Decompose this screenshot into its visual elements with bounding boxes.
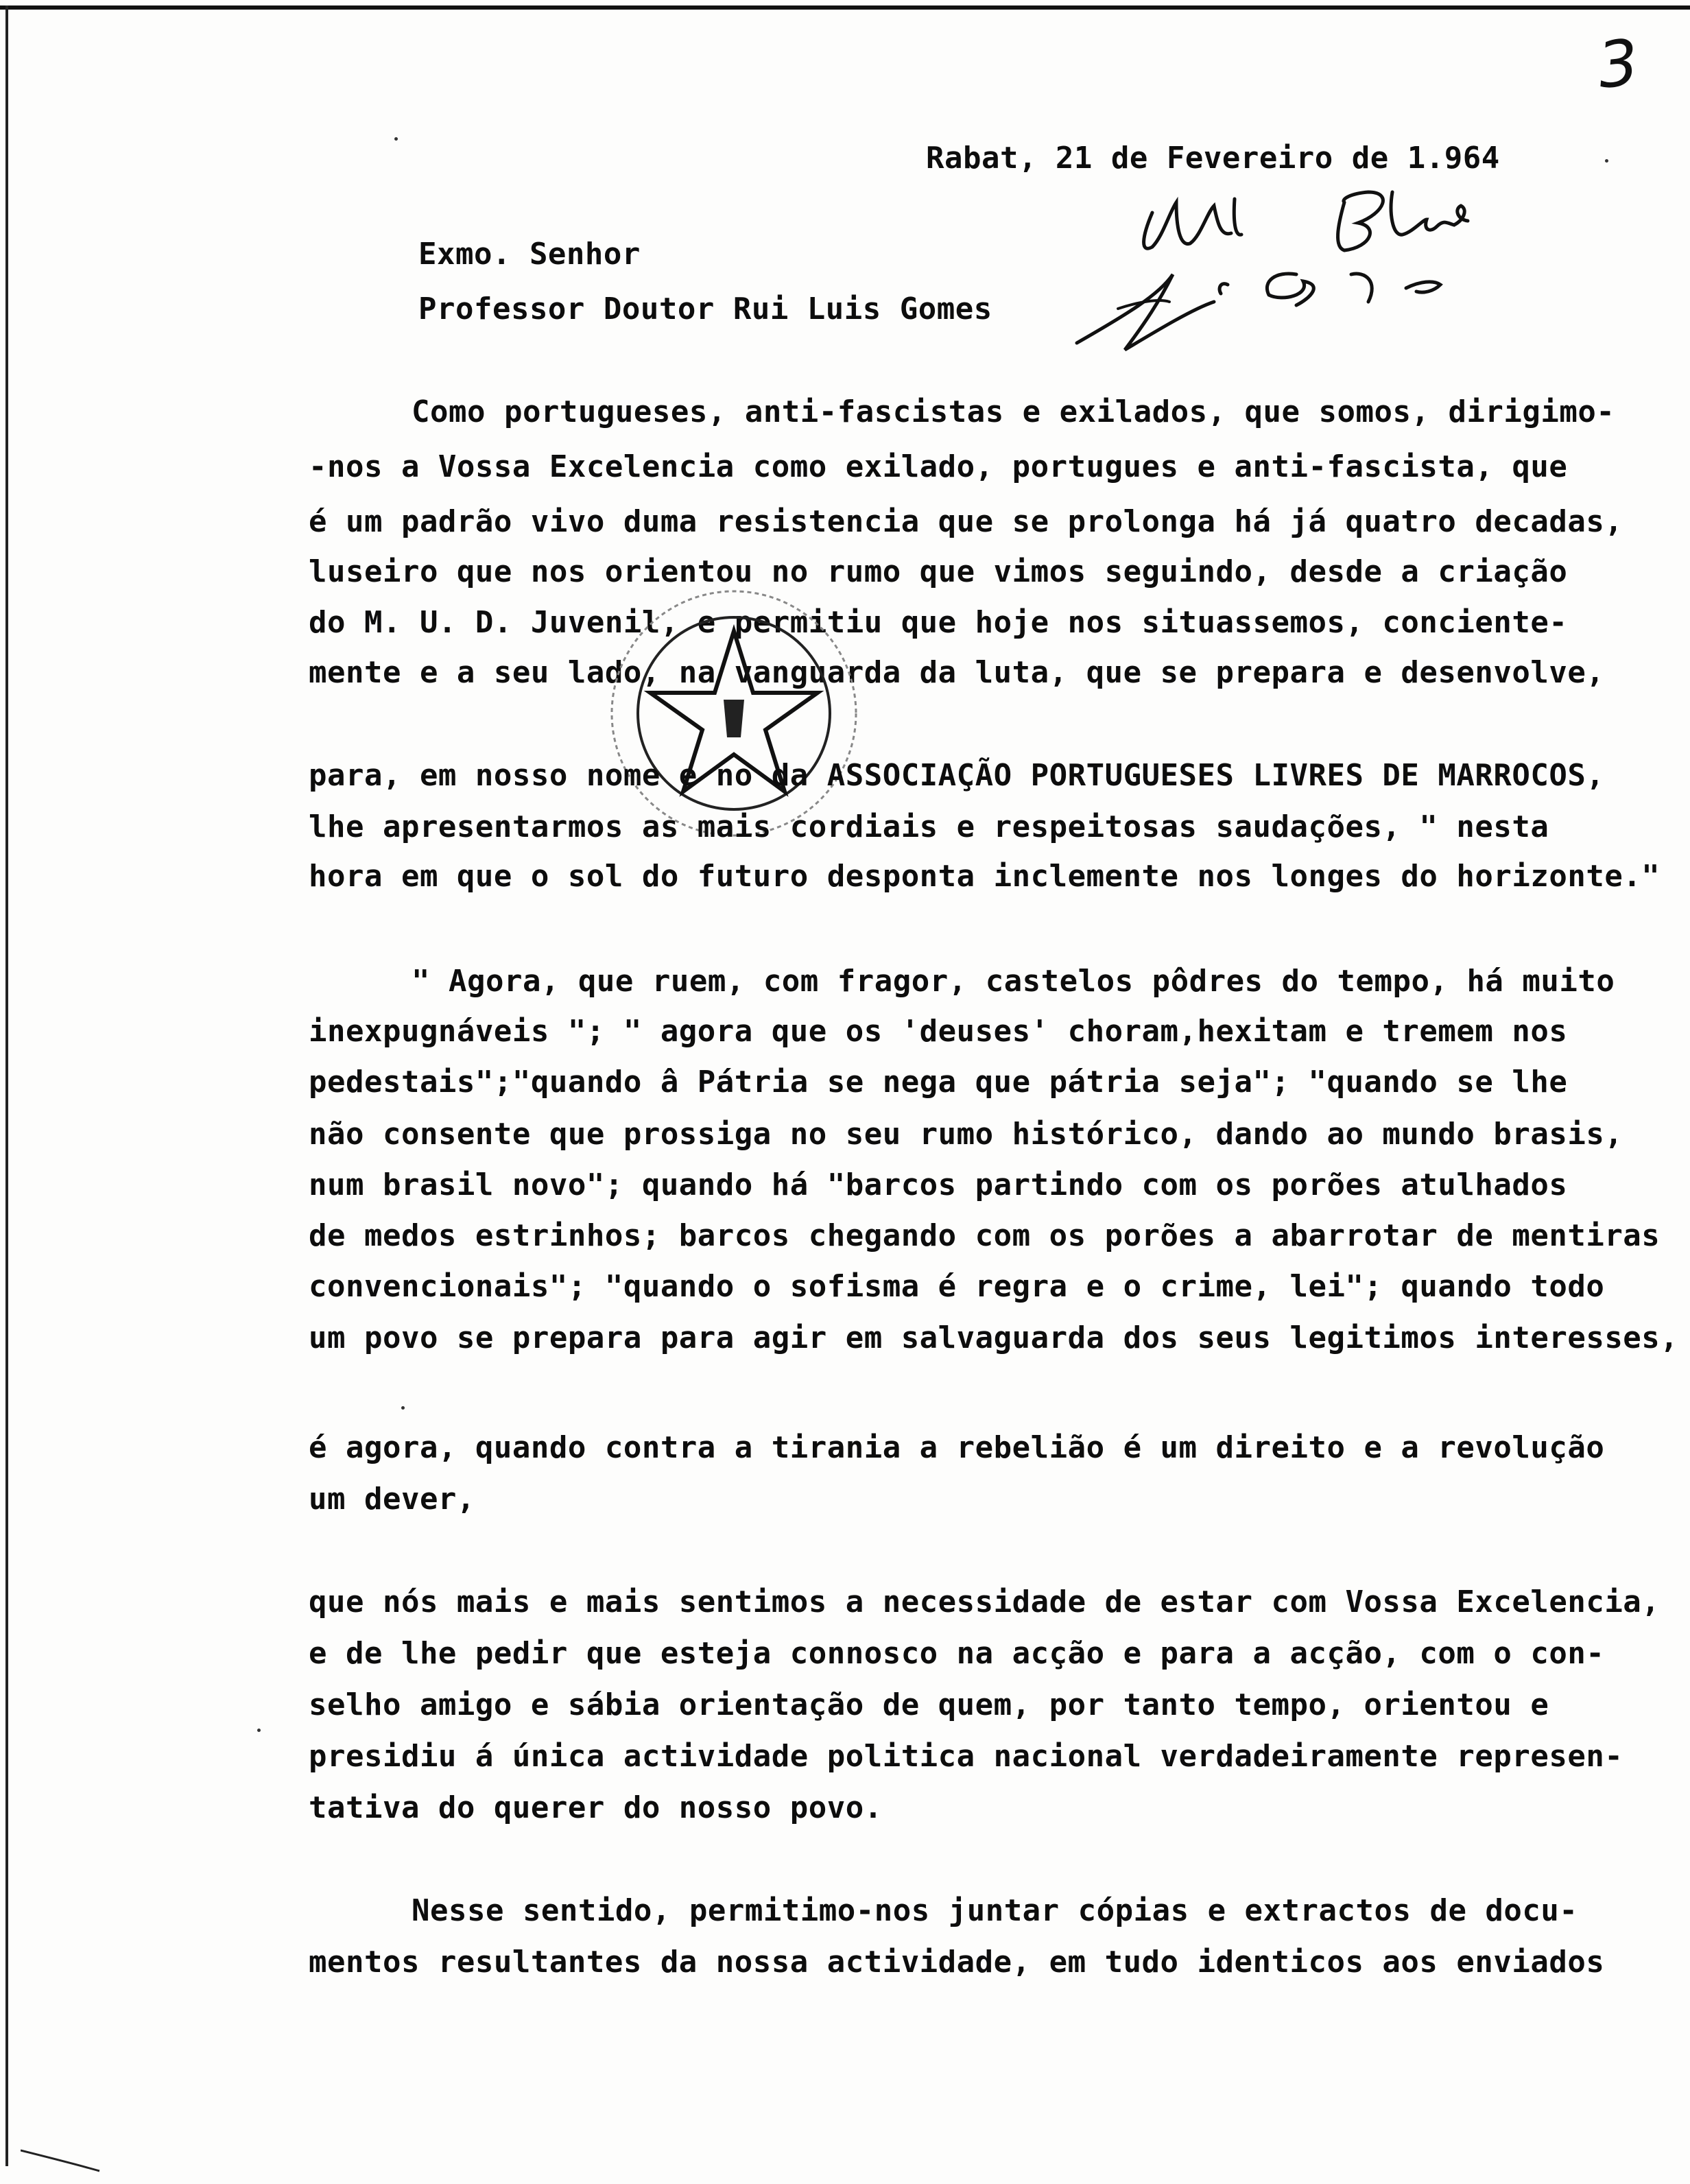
addressee-name: Professor Doutor Rui Luis Gomes bbox=[418, 292, 992, 327]
paragraph-3-line-6: de medos estrinhos; barcos chegando com os porões a abarrotar de mentiras bbox=[309, 1218, 1661, 1253]
paragraph-4-line-2: um dever, bbox=[309, 1482, 475, 1517]
paragraph-5-line-4: presidiu á única actividade politica nacional verdadeiramente represen- bbox=[309, 1739, 1623, 1774]
paragraph-1-line-1: Como portugueses, anti-fascistas e exilados, que somos, dirigimo- bbox=[412, 394, 1615, 429]
paragraph-3-line-8: um povo se prepara para agir em salvaguarda dos seus legitimos interesses, bbox=[309, 1320, 1679, 1355]
paragraph-3-line-2: inexpugnáveis "; " agora que os 'deuses' choram,hexitam e tremem nos bbox=[309, 1014, 1568, 1049]
paragraph-3-line-4: não consente que prossiga no seu rumo histórico, dando ao mundo brasis, bbox=[309, 1117, 1623, 1152]
addressee-salutation: Exmo. Senhor bbox=[418, 237, 641, 272]
paragraph-2-line-3: hora em que o sol do futuro desponta inclemente nos longes do horizonte." bbox=[309, 859, 1661, 894]
paragraph-6-line-2: mentos resultantes da nossa actividade, em tudo identicos aos enviados bbox=[309, 1945, 1605, 1980]
paragraph-5-line-1: que nós mais e mais sentimos a necessidade de estar com Vossa Excelencia, bbox=[309, 1584, 1661, 1619]
paragraph-1-line-5: do M. U. D. Juvenil, e permitiu que hoje nos situassemos, conciente- bbox=[309, 605, 1568, 640]
paragraph-3-line-3: pedestais";"quando â Pátria se nega que pátria seja"; "quando se lhe bbox=[309, 1065, 1568, 1100]
ink-speck bbox=[394, 137, 398, 141]
paragraph-1-line-3: é um padrão vivo duma resistencia que se prolonga há já quatro decadas, bbox=[309, 504, 1623, 539]
ink-speck bbox=[257, 1729, 261, 1732]
paragraph-6-line-1: Nesse sentido, permitimo-nos juntar cópias e extractos de docu- bbox=[412, 1893, 1578, 1928]
handwritten-signature bbox=[1022, 171, 1536, 377]
paragraph-2-line-1: para, em nosso nome e no da ASSOCIAÇÃO PORTUGUESES LIVRES DE MARROCOS, bbox=[309, 758, 1605, 793]
scan-edge-mark bbox=[21, 2147, 103, 2174]
paragraph-1-line-2: -nos a Vossa Excelencia como exilado, portugues e anti-fascista, que bbox=[309, 449, 1568, 484]
five-point-star-seal-icon bbox=[604, 583, 864, 844]
paragraph-5-line-2: e de lhe pedir que esteja connosco na acção e para a acção, com o con- bbox=[309, 1636, 1605, 1671]
paragraph-3-line-7: convencionais"; "quando o sofisma é regra e o crime, lei"; quando todo bbox=[309, 1269, 1605, 1304]
paragraph-4-line-1: é agora, quando contra a tirania a rebelião é um direito e a revolução bbox=[309, 1430, 1605, 1465]
page-left-border bbox=[5, 5, 8, 2166]
paragraph-5-line-5: tativa do querer do nosso povo. bbox=[309, 1790, 883, 1825]
paragraph-5-line-3: selho amigo e sábia orientação de quem, por tanto tempo, orientou e bbox=[309, 1687, 1549, 1722]
paragraph-3-line-5: num brasil novo"; quando há "barcos partindo com os porões atulhados bbox=[309, 1167, 1568, 1202]
ink-speck bbox=[1605, 159, 1608, 163]
page-top-border bbox=[0, 5, 1690, 10]
letter-date: Rabat, 21 de Fevereiro de 1.964 bbox=[926, 141, 1500, 176]
ink-speck bbox=[401, 1406, 405, 1410]
paragraph-1-line-4: luseiro que nos orientou no rumo que vimos seguindo, desde a criação bbox=[309, 554, 1568, 589]
page-number: 3 bbox=[1594, 25, 1642, 103]
paragraph-3-line-1: " Agora, que ruem, com fragor, castelos pôdres do tempo, há muito bbox=[412, 964, 1615, 999]
paragraph-1-line-6: mente e a seu lado, na vanguarda da luta, que se prepara e desenvolve, bbox=[309, 655, 1605, 690]
paragraph-2-line-2: lhe apresentarmos as mais cordiais e respeitosas saudações, " nesta bbox=[309, 809, 1549, 844]
